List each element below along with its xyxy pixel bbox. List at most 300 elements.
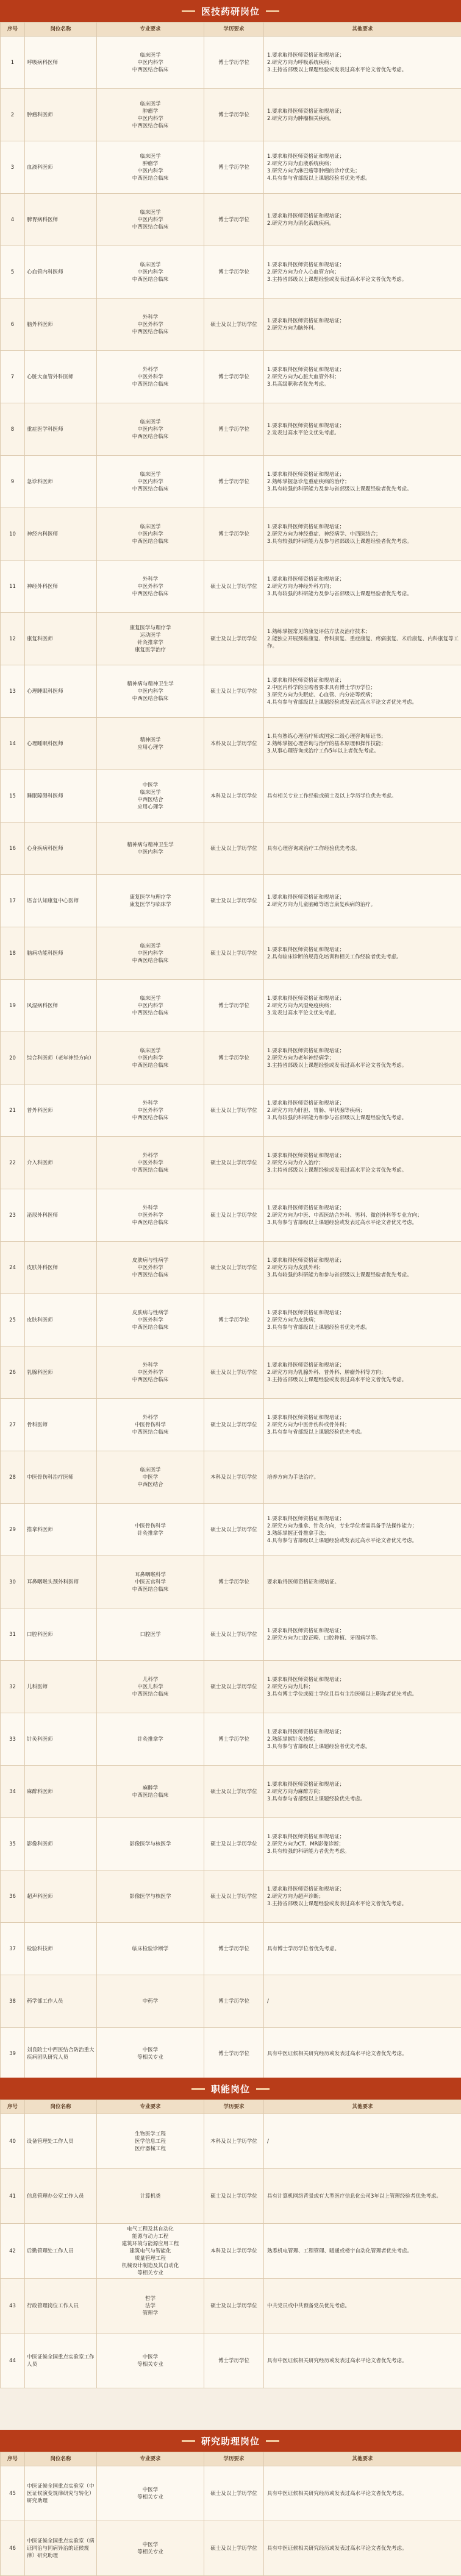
row-other-requirements: 1.要求取得医师资格证和规培证； 2.研究方向为中医骨伤科或骨外科； 3.具有参与省部级以上课题经验优先考虑。 [264,1399,461,1451]
row-other-requirements: 1.要求取得医师资格证和规培证； 2.研究方向为乳腺外科、普外科、肿瘤外科等方向； 3.主持省部级以上课题经验或发表过高水平论文者优先考虑。 [264,1346,461,1399]
header-other: 其他要求 [264,2452,461,2466]
row-post-name: 神经外科医师 [25,561,97,613]
row-number: 21 [1,1085,25,1137]
row-major: 中医学 临床医学 中西医结合 应用心理学 [97,770,204,823]
table-row [1,351,461,403]
table-row [1,1766,461,1818]
row-education: 博士学历学位 [204,89,264,141]
row-other-requirements: 1.要求取得医师资格证和规培证； 2.研究方向为肝胆、胃肠、甲状腺等疾病； 3.具有较强的科研能力和参与省部级以上课题经验优先考虑。 [264,1085,461,1137]
row-other-requirements: 1.要求取得医师资格证和规培证； 2.研究方向为肿瘤相关疾病。 [264,89,461,141]
row-other-requirements: 1.熟练掌握常见的康复评估方法及治疗技术； 2.能独立开展颈椎康复、骨科康复、重症康复、疼痛康复、术后康复、内科康复等工作。 [264,613,461,665]
row-number: 46 [1,2521,25,2576]
row-major: 临床检验诊断学 [97,1923,204,1975]
table-row [1,2224,461,2279]
table-row [1,37,461,89]
row-other-requirements: 1.要求取得医师资格证和规培证； 2.研究方向为血液系统疾病； 3.研究方向为淋巴瘤等肿瘤的诊疗优先； 4.具有参与省部级以上课题经验者优先考虑。 [264,141,461,194]
row-education: 博士学历学位 [204,1556,264,1608]
row-major: 临床医学 肿瘤学 中医内科学 中西医结合临床 [97,89,204,141]
row-number: 26 [1,1346,25,1399]
header-edu: 学历要求 [204,2100,264,2114]
row-education: 本科及以上学历学位 [204,1451,264,1504]
row-major: 临床医学 中医内科学 中西医结合临床 [97,456,204,508]
table-row [1,1661,461,1713]
row-post-name: 心理睡眠科医师 [25,718,97,770]
table-row [1,1608,461,1661]
table-row [1,613,461,665]
row-post-name: 脑病功能科医师 [25,927,97,980]
row-education: 硕士及以上学历学位 [204,2521,264,2576]
row-post-name: 语言认知康复中心医师 [25,875,97,927]
table-row [1,1399,461,1451]
table-row [1,1504,461,1556]
row-number: 5 [1,246,25,299]
row-post-name: 血液科医师 [25,141,97,194]
row-number: 45 [1,2466,25,2521]
row-post-name: 针灸科医师 [25,1713,97,1766]
row-post-name: 皮肤科医师 [25,1294,97,1346]
table-row [1,1189,461,1242]
table-row [1,718,461,770]
row-number: 40 [1,2114,25,2169]
row-major: 精神病与精神卫生学 中医内科学 中西医结合临床 [97,665,204,718]
row-number: 38 [1,1975,25,2028]
section-banner [0,2078,461,2100]
positions-table [0,2452,461,2576]
row-education: 博士学历学位 [204,141,264,194]
row-education: 硕士及以上学历学位 [204,1818,264,1870]
row-number: 15 [1,770,25,823]
row-major: 精神医学 应用心理学 [97,718,204,770]
header-major: 专业要求 [97,23,204,37]
row-other-requirements: 1.要求取得医师资格证和规培证； 2.研究方向为神经外科方向； 3.具有较强的科研能力及参与省部级以上课题经验者优先考虑。 [264,561,461,613]
table-row [1,2114,461,2169]
row-other-requirements: 1.要求取得医师资格证和规培证； 2.研究方向为皮肤外科； 3.具有较强的科研能力和参与省部级以上课题经验者优先考虑。 [264,1242,461,1294]
table-row [1,2279,461,2334]
row-education: 硕士及以上学历学位 [204,1399,264,1451]
row-other-requirements: 1.要求取得医师资格证和规培证； 2.研究方向为CT、MR影像诊断； 3.具有较强的科研能力者优先考虑。 [264,1818,461,1870]
row-number: 7 [1,351,25,403]
row-post-name: 超声科医师 [25,1870,97,1923]
row-major: 皮肤病与性病学 中医外科学 中西医结合临床 [97,1242,204,1294]
row-post-name: 影像科医师 [25,1818,97,1870]
table-row [1,1242,461,1294]
row-major: 临床医学 中医内科学 中西医结合临床 [97,37,204,89]
row-other-requirements: 具有心理咨询或治疗工作经验优先考虑。 [264,823,461,875]
row-number: 32 [1,1661,25,1713]
row-post-name: 麻醉科医师 [25,1766,97,1818]
row-major: 精神病与精神卫生学 中医内科学 [97,823,204,875]
row-other-requirements: 1.要求取得医师资格证和规培证； 2.研究方向为心脏大血管外科； 3.具高级职称者优先考虑。 [264,351,461,403]
header-major: 专业要求 [97,2100,204,2114]
row-major: 临床医学 中医内科学 中西医结合临床 [97,927,204,980]
row-number: 43 [1,2279,25,2334]
row-post-name: 脑外科医师 [25,299,97,351]
row-education: 博士学历学位 [204,2028,264,2080]
row-other-requirements: 具有中医证候相关研究经历或发表过高水平论文者优先考虑。 [264,2521,461,2576]
row-other-requirements: 1.要求取得医师资格证和规培证； 2.研究方向为皮肤病； 3.具有参与省部级以上课题经验者优先考虑。 [264,1294,461,1346]
row-post-name: 刘良院士中西医结合防治重大疾病团队研究人员 [25,2028,97,2080]
row-other-requirements: 1.要求取得医师资格证和规培证； 2.研究方向为脑外科。 [264,299,461,351]
row-post-name: 骨科医师 [25,1399,97,1451]
table-row [1,141,461,194]
header-post: 岗位名称 [25,2100,97,2114]
row-other-requirements: 1.要求取得医师资格证和规培证； 2.研究方向为介入治疗； 3.主持省部级以上课题经验或发表过高水平论文者优先考虑。 [264,1137,461,1189]
row-other-requirements: 1.具有熟练心理治疗师或国家二级心理咨询师证书； 2.熟练掌握心理咨询与治疗的基本原理和操作技能； 3.从事心理咨询或治疗工作5年以上者优先考虑。 [264,718,461,770]
row-major: 中医学 等相关专业 [97,2521,204,2576]
row-number: 37 [1,1923,25,1975]
table-row [1,194,461,246]
row-other-requirements: 1.要求取得医师资格证和规培证； 2.研究方向为老年神经病学； 3.主持省部级以上课题经验或发表过高水平论文者优先考虑。 [264,1032,461,1085]
header-num: 序号 [1,23,25,37]
row-major: 中医学 等相关专业 [97,2028,204,2080]
row-major: 口腔医学 [97,1608,204,1661]
row-post-name: 泌尿外科医师 [25,1189,97,1242]
row-post-name: 康复科医师 [25,613,97,665]
table-row [1,561,461,613]
row-major: 临床医学 肿瘤学 中医内科学 中西医结合临床 [97,141,204,194]
table-row [1,1870,461,1923]
row-post-name: 呼吸病科医师 [25,37,97,89]
table-row [1,1294,461,1346]
table-row [1,508,461,561]
row-education: 本科及以上学历学位 [204,2224,264,2279]
row-number: 44 [1,2334,25,2388]
row-post-name: 儿科医师 [25,1661,97,1713]
row-number: 41 [1,2169,25,2224]
row-education: 博士学历学位 [204,508,264,561]
row-major: 儿科学 中医儿科学 中西医结合临床 [97,1661,204,1713]
row-major: 皮肤病与性病学 中医外科学 中西医结合临床 [97,1294,204,1346]
row-education: 硕士及以上学历学位 [204,927,264,980]
table-row [1,1451,461,1504]
row-education: 博士学历学位 [204,194,264,246]
row-education: 硕士及以上学历学位 [204,1608,264,1661]
row-major: 耳鼻咽喉科学 中医五官科学 中西医结合临床 [97,1556,204,1608]
row-education: 博士学历学位 [204,1032,264,1085]
row-major: 外科学 中医骨伤科学 中西医结合临床 [97,1399,204,1451]
row-number: 35 [1,1818,25,1870]
row-post-name: 中医证候全国重点实验室工作人员 [25,2334,97,2388]
row-major: 外科学 中医外科学 中西医结合临床 [97,1137,204,1189]
row-post-name: 心理睡眠科医师 [25,665,97,718]
row-number: 10 [1,508,25,561]
row-other-requirements: 1.要求取得医师资格证和规培证； 2.研究方向为神经重症、神经病学、中西医结合； 3.具有较强的科研能力及参与省部级以上课题经验者优先考虑。 [264,508,461,561]
row-other-requirements: 要求取得医师资格证和规培证。 [264,1556,461,1608]
section-banner [0,2430,461,2452]
table-row [1,2521,461,2576]
row-other-requirements: 1.要求取得医师资格证和规培证； 2.研究方向为口腔正畸、口腔种植、牙周病学等。 [264,1608,461,1661]
row-post-name: 皮肤外科医师 [25,1242,97,1294]
row-major: 影像医学与核医学 [97,1870,204,1923]
row-other-requirements: / [264,2114,461,2169]
row-education: 硕士及以上学历学位 [204,1137,264,1189]
row-number: 30 [1,1556,25,1608]
header-other: 其他要求 [264,2100,461,2114]
row-major: 康复医学与理疗学 运动医学 针灸推拿学 康复医学治疗 [97,613,204,665]
header-major: 专业要求 [97,2452,204,2466]
row-other-requirements: 1.要求取得医师资格证和规培证； 2.发表过高水平论文优先考虑。 [264,403,461,456]
row-number: 33 [1,1713,25,1766]
row-education: 硕士及以上学历学位 [204,1870,264,1923]
row-major: 中医学 等相关专业 [97,2334,204,2388]
row-other-requirements: 具有相关专业工作经验或硕士及以上学历学位优先考虑。 [264,770,461,823]
row-post-name: 综合科医师（老年神经方向） [25,1032,97,1085]
row-number: 14 [1,718,25,770]
table-row [1,246,461,299]
row-number: 22 [1,1137,25,1189]
table-row [1,1032,461,1085]
table-row [1,1085,461,1137]
row-education: 博士学历学位 [204,246,264,299]
section-title: 职能岗位 [211,2082,250,2095]
row-education: 硕士及以上学历学位 [204,1504,264,1556]
row-post-name: 中医证候全国重点实验室（病证同治与同病异治的证候规律）研究助理 [25,2521,97,2576]
table-row [1,299,461,351]
row-other-requirements: 具有博士学历学位者优先考虑。 [264,1923,461,1975]
row-education: 本科及以上学历学位 [204,718,264,770]
row-number: 42 [1,2224,25,2279]
row-education: 硕士及以上学历学位 [204,665,264,718]
row-major: 中药学 [97,1975,204,2028]
row-other-requirements: 熟悉机电管理、工程管理、暖通或楼宇自动化管理者优先考虑。 [264,2224,461,2279]
row-education: 博士学历学位 [204,2334,264,2388]
row-education: 博士学历学位 [204,980,264,1032]
row-other-requirements: 1.要求取得医师资格证和规培证； 2.研究方向为呼吸系统疾病； 3.主持省部级以上课题经验或发表过高水平论文者优先考虑。 [264,37,461,89]
row-number: 17 [1,875,25,927]
table-row [1,665,461,718]
row-number: 25 [1,1294,25,1346]
table-row [1,2466,461,2521]
row-other-requirements: 1.要求取得医师资格证和规培证； 2.研究方向为推拿、针灸方向，专业学位者需具备手法操作能力； 3.熟练掌握正骨推拿手法； 4.具有参与省部级以上课题经验或发表过高水平论文者优先考虑。 [264,1504,461,1556]
row-education: 本科及以上学历学位 [204,770,264,823]
row-number: 28 [1,1451,25,1504]
row-education: 硕士及以上学历学位 [204,2279,264,2334]
row-other-requirements: 1.要求取得医师资格证和规培证； 2.研究方向为儿科； 3.具有博士学位或硕士学位且具有主治医师以上职称者优先考虑。 [264,1661,461,1713]
header-num: 序号 [1,2100,25,2114]
row-major: 临床医学 中医内科学 中西医结合临床 [97,980,204,1032]
row-major: 外科学 中医外科学 中西医结合临床 [97,561,204,613]
row-education: 硕士及以上学历学位 [204,875,264,927]
row-other-requirements: 1.要求取得医师资格证和规培证； 2.研究方向为儿童脑瘫等语言康复疾病的治疗。 [264,875,461,927]
row-other-requirements: 培养方向为手法治疗。 [264,1451,461,1504]
row-post-name: 普外科医师 [25,1085,97,1137]
row-number: 31 [1,1608,25,1661]
row-other-requirements: / [264,1975,461,2028]
row-education: 博士学历学位 [204,37,264,89]
row-post-name: 信息管理办公室工作人员 [25,2169,97,2224]
row-major: 麻醉学 中西医结合临床 [97,1766,204,1818]
row-other-requirements: 1.要求取得医师资格证和规培证； 2.研究方向为风湿免疫疾病； 3.发表过高水平论文优先考虑。 [264,980,461,1032]
row-major: 临床医学 中医内科学 中西医结合临床 [97,194,204,246]
row-post-name: 脾胃病科医师 [25,194,97,246]
row-number: 23 [1,1189,25,1242]
header-num: 序号 [1,2452,25,2466]
row-number: 11 [1,561,25,613]
header-edu: 学历要求 [204,23,264,37]
row-other-requirements: 1.要求取得医师资格证和规培证； 2.中医内科学的应聘者要求具有博士学历学位； 3.研究方向为失眠症、心血管、内分泌等疾病； 4.具有参与省部级以上课题经验或发表过高水平论文者优先考虑。 [264,665,461,718]
row-major: 临床医学 中医内科学 中西医结合临床 [97,508,204,561]
row-post-name: 肿瘤科医师 [25,89,97,141]
row-other-requirements: 1.要求取得医师资格证和规培证； 2.研究方向为超声诊断； 3.主持省部级以上课题经验或发表过高水平论文者优先考虑。 [264,1870,461,1923]
row-post-name: 后勤管理处工作人员 [25,2224,97,2279]
row-education: 硕士及以上学历学位 [204,1661,264,1713]
table-row [1,1713,461,1766]
row-post-name: 行政管理岗位工作人员 [25,2279,97,2334]
table-row [1,1818,461,1870]
row-education: 博士学历学位 [204,351,264,403]
row-education: 硕士及以上学历学位 [204,613,264,665]
table-row [1,456,461,508]
row-number: 20 [1,1032,25,1085]
row-education: 博士学历学位 [204,456,264,508]
row-number: 12 [1,613,25,665]
row-major: 康复医学与理疗学 康复医学与临床学 [97,875,204,927]
row-number: 29 [1,1504,25,1556]
row-post-name: 介入科医师 [25,1137,97,1189]
row-number: 24 [1,1242,25,1294]
row-post-name: 心脏大血管外科医师 [25,351,97,403]
row-education: 硕士及以上学历学位 [204,561,264,613]
row-other-requirements: 1.要求取得医师资格证和规培证； 2.研究方向为消化系统疾病。 [264,194,461,246]
row-post-name: 中医证候全国重点实验室（中医证候演变规律研究与转化）研究助理 [25,2466,97,2521]
row-post-name: 耳鼻咽喉头颈外科医师 [25,1556,97,1608]
row-other-requirements: 具有中医证候相关研究经历或发表过高水平论文者优先考虑。 [264,2466,461,2521]
row-post-name: 设备管理处工作人员 [25,2114,97,2169]
table-row [1,1346,461,1399]
row-education: 博士学历学位 [204,403,264,456]
row-major: 外科学 中医外科学 中西医结合临床 [97,351,204,403]
positions-table [0,22,461,2080]
row-education: 博士学历学位 [204,1975,264,2028]
row-education: 硕士及以上学历学位 [204,823,264,875]
row-post-name: 推拿科医师 [25,1504,97,1556]
row-major: 临床医学 中医内科学 中西医结合临床 [97,403,204,456]
row-number: 13 [1,665,25,718]
row-major: 外科学 中医外科学 中西医结合临床 [97,1346,204,1399]
table-row [1,1556,461,1608]
table-row [1,2334,461,2388]
row-education: 硕士及以上学历学位 [204,1242,264,1294]
row-major: 外科学 中医外科学 中西医结合临床 [97,1189,204,1242]
row-number: 4 [1,194,25,246]
row-post-name: 睡眠障碍科医师 [25,770,97,823]
row-education: 硕士及以上学历学位 [204,1346,264,1399]
row-other-requirements: 具有中医证候相关研究经历或发表过高水平论文者优先考虑。 [264,2028,461,2080]
table-row [1,1975,461,2028]
row-major: 生物医学工程 医学信息工程 医疗器械工程 [97,2114,204,2169]
row-major: 电气工程及其自动化 能源与动力工程 建筑环境与能源应用工程 建筑电气与智能化 质量管理工程 机械设计制造及其自动化 等相关专业 [97,2224,204,2279]
row-number: 34 [1,1766,25,1818]
row-post-name: 乳腺科医师 [25,1346,97,1399]
row-major: 计算机类 [97,2169,204,2224]
positions-table [0,2100,461,2388]
table-row [1,1137,461,1189]
header-other: 其他要求 [264,23,461,37]
table-row [1,89,461,141]
table-row [1,403,461,456]
header-post: 岗位名称 [25,2452,97,2466]
row-number: 36 [1,1870,25,1923]
row-major: 临床医学 中医学 中西医结合 [97,1451,204,1504]
row-number: 18 [1,927,25,980]
row-post-name: 急诊科医师 [25,456,97,508]
row-number: 27 [1,1399,25,1451]
row-other-requirements: 具有计算机网络背景或有大型医疗信息化公司3年以上管理经验者优先考虑。 [264,2169,461,2224]
row-major: 针灸推拿学 [97,1713,204,1766]
row-major: 临床医学 中医内科学 中西医结合临床 [97,246,204,299]
row-other-requirements: 1.要求取得医师资格证和规培证； 2.研究方向为麻醉方向； 3.具有参与省部级以上课题经验优先考虑。 [264,1766,461,1818]
row-number: 1 [1,37,25,89]
row-post-name: 心身疾病科医师 [25,823,97,875]
row-major: 外科学 中医外科学 中西医结合临床 [97,299,204,351]
row-education: 硕士及以上学历学位 [204,2169,264,2224]
table-row [1,2028,461,2080]
row-number: 39 [1,2028,25,2080]
table-row [1,927,461,980]
row-number: 9 [1,456,25,508]
row-education: 本科及以上学历学位 [204,2114,264,2169]
row-education: 硕士及以上学历学位 [204,1189,264,1242]
row-other-requirements: 1.要求取得医师资格证和规培证； 2.研究方向为介入心血管方向； 3.主持省部级以上课题经验或发表过高水平论文者优先考虑。 [264,246,461,299]
row-major: 影像医学与核医学 [97,1818,204,1870]
row-post-name: 风湿病科医师 [25,980,97,1032]
row-other-requirements: 1.要求取得医师资格证和规培证； 2.熟练掌握急诊危重症疾病的治疗； 3.具有较强的科研能力及参与省部级以上课题经验者优先考虑。 [264,456,461,508]
row-number: 16 [1,823,25,875]
section-banner [0,0,461,22]
row-major: 临床医学 中医内科学 中西医结合临床 [97,1032,204,1085]
row-major: 哲学 法学 管理学 [97,2279,204,2334]
row-major: 外科学 中医外科学 中西医结合临床 [97,1085,204,1137]
row-education: 硕士及以上学历学位 [204,1766,264,1818]
header-edu: 学历要求 [204,2452,264,2466]
row-number: 8 [1,403,25,456]
row-education: 博士学历学位 [204,1923,264,1975]
row-post-name: 药学部工作人员 [25,1975,97,2028]
row-number: 6 [1,299,25,351]
row-post-name: 重症医学科医师 [25,403,97,456]
row-other-requirements: 具有中医证候相关研究经历或发表过高水平论文者优先考虑。 [264,2334,461,2388]
row-post-name: 口腔科医师 [25,1608,97,1661]
table-row [1,770,461,823]
row-other-requirements: 1.要求取得医师资格证和规培证； 2.熟练掌握针灸技能； 3.具有参与省部级以上课题经验者优先考虑。 [264,1713,461,1766]
section-title: 医技药研岗位 [201,5,260,18]
row-post-name: 检验科技师 [25,1923,97,1975]
row-post-name: 神经内科医师 [25,508,97,561]
row-education: 硕士及以上学历学位 [204,1085,264,1137]
header-post: 岗位名称 [25,23,97,37]
row-number: 3 [1,141,25,194]
row-major: 中医骨伤科学 针灸推拿学 [97,1504,204,1556]
row-other-requirements: 1.要求取得医师资格证和规培证； 2.研究方向为中医、中西医结合外科、男科、微创外科等专业方向； 3.具有参与省部级以上课题经验或发表过高水平论文者优先考虑。 [264,1189,461,1242]
row-major: 中医学 等相关专业 [97,2466,204,2521]
row-education: 博士学历学位 [204,1294,264,1346]
row-number: 19 [1,980,25,1032]
table-row [1,1923,461,1975]
row-education: 博士学历学位 [204,1713,264,1766]
table-row [1,980,461,1032]
table-row [1,875,461,927]
row-post-name: 中医骨伤科治疗医师 [25,1451,97,1504]
row-other-requirements: 1.要求取得医师资格证和规培证； 2.具有临床诊断的规范化培训和相关工作经验者优先考虑。 [264,927,461,980]
table-row [1,2169,461,2224]
row-other-requirements: 中共党员或中共预备党员优先考虑。 [264,2279,461,2334]
section-title: 研究助理岗位 [201,2435,260,2447]
row-education: 硕士及以上学历学位 [204,299,264,351]
row-number: 2 [1,89,25,141]
row-education: 硕士及以上学历学位 [204,2466,264,2521]
row-post-name: 心血管内科医师 [25,246,97,299]
table-row [1,823,461,875]
